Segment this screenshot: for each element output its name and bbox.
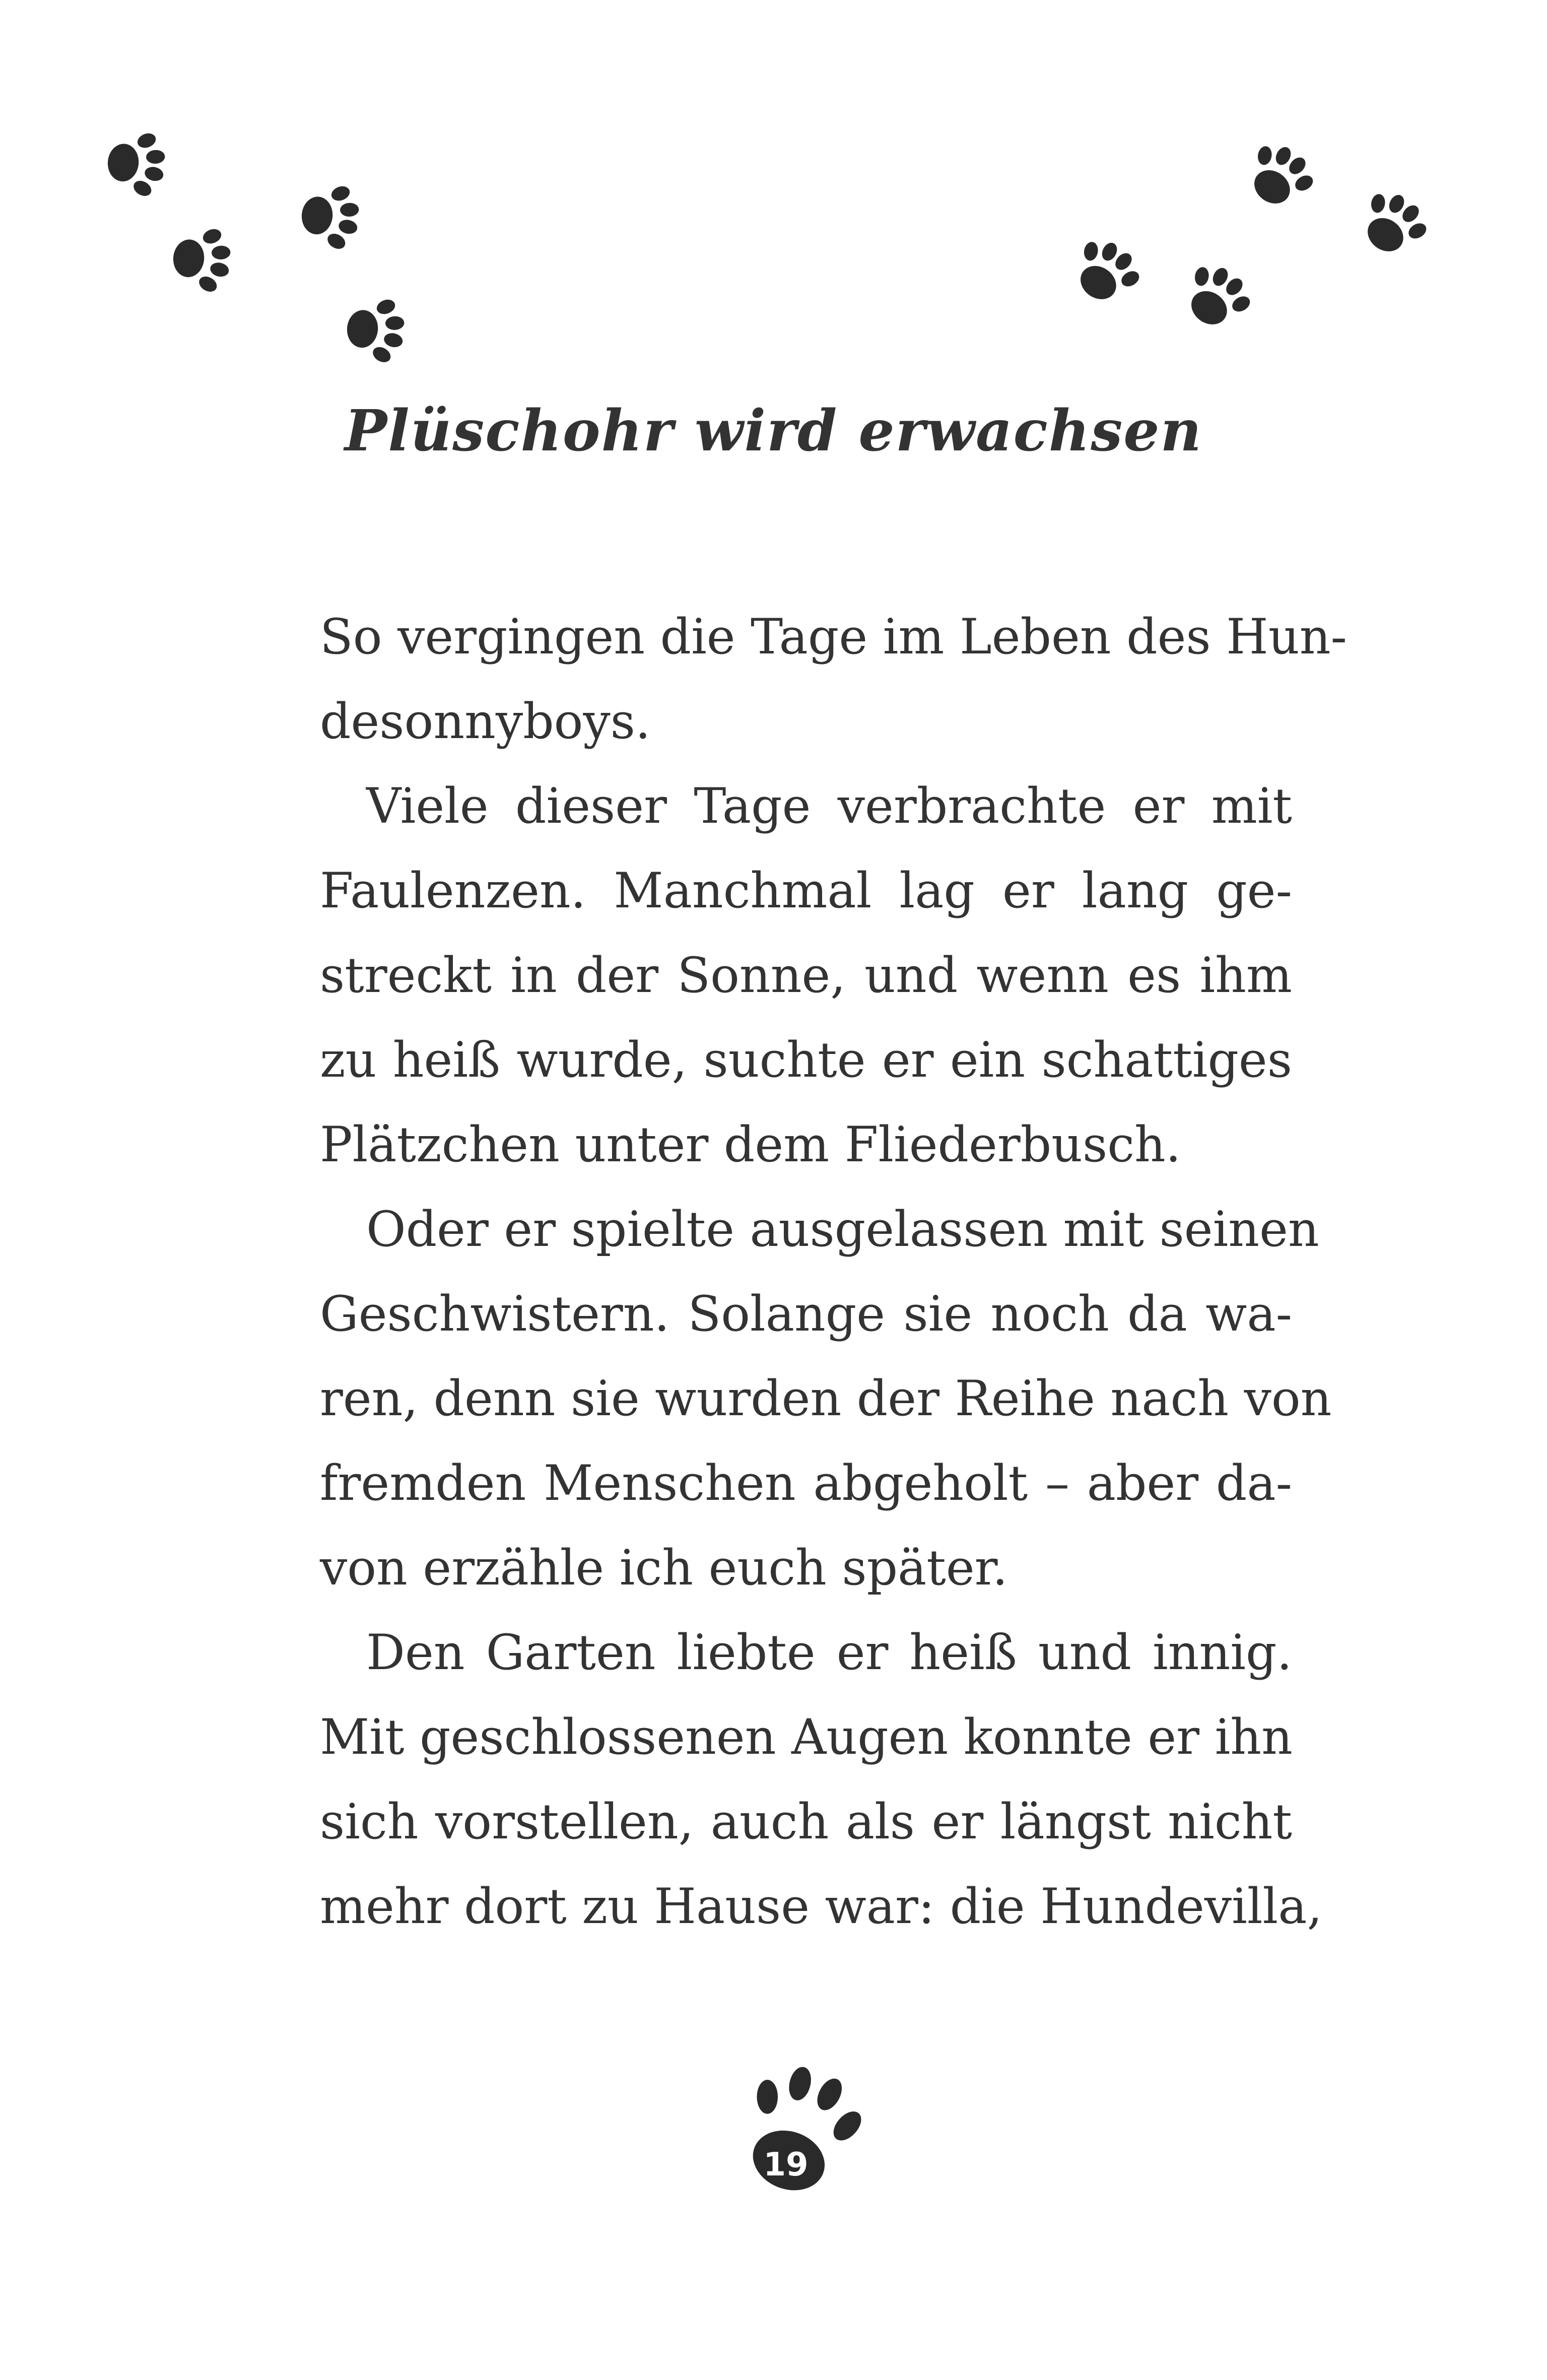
- paragraph: [320, 1187, 1332, 1610]
- paw-print-icon: [284, 170, 376, 263]
- text-line: zu heiß wurde, suchte er ein schattiges: [320, 1032, 1292, 1088]
- text-line: So vergingen die Tage im Leben des Hun-: [320, 609, 1347, 665]
- text-line: mehr dort zu Hause war: die Hundevilla,: [320, 1878, 1322, 1935]
- text-line: Oder er spielte ausgelassen mit seinen: [366, 1201, 1319, 1258]
- text-line: Geschwistern. Solange sie noch da wa-: [320, 1286, 1292, 1342]
- paw-print-icon: [743, 2058, 874, 2209]
- paw-print-icon: [1333, 165, 1453, 284]
- paw-print-icon: [329, 284, 422, 376]
- paw-print-icon: [1157, 238, 1276, 357]
- text-line: Mit geschlossenen Augen konnte er ihn: [320, 1709, 1293, 1765]
- text-line: fremden Menschen abgeholt – aber da-: [320, 1455, 1292, 1511]
- text-line: Viele dieser Tage verbrachte er mit: [366, 778, 1292, 834]
- text-line: streckt in der Sonne, und wenn es ihm: [320, 947, 1292, 1004]
- text-line: Faulenzen. Manchmal lag er lang ge-: [320, 863, 1292, 919]
- paragraph: [320, 594, 1347, 764]
- text-line: Den Garten liebte er heiß und innig.: [366, 1624, 1292, 1681]
- text-line: ren, denn sie wurden der Reihe nach von: [320, 1370, 1332, 1427]
- text-line: Plätzchen unter dem Fliederbusch.: [320, 1116, 1181, 1173]
- paragraph: [320, 1610, 1322, 1949]
- text-line: sich vorstellen, auch als er längst nicht: [320, 1794, 1292, 1850]
- paw-print-icon: [155, 213, 248, 306]
- chapter-title: Plüschohr wird erwachsen: [345, 398, 1202, 464]
- paw-print-icon: [1046, 213, 1166, 332]
- page-number-badge: [743, 2058, 874, 2209]
- text-line: von erzähle ich euch später.: [320, 1540, 1008, 1596]
- text-line: desonnyboys.: [320, 693, 651, 750]
- paw-print-icon: [90, 117, 182, 210]
- paw-print-icon: [1220, 117, 1339, 236]
- paragraph: [320, 764, 1292, 1187]
- body-text: [320, 594, 1347, 1949]
- page-number: 19: [763, 2146, 809, 2184]
